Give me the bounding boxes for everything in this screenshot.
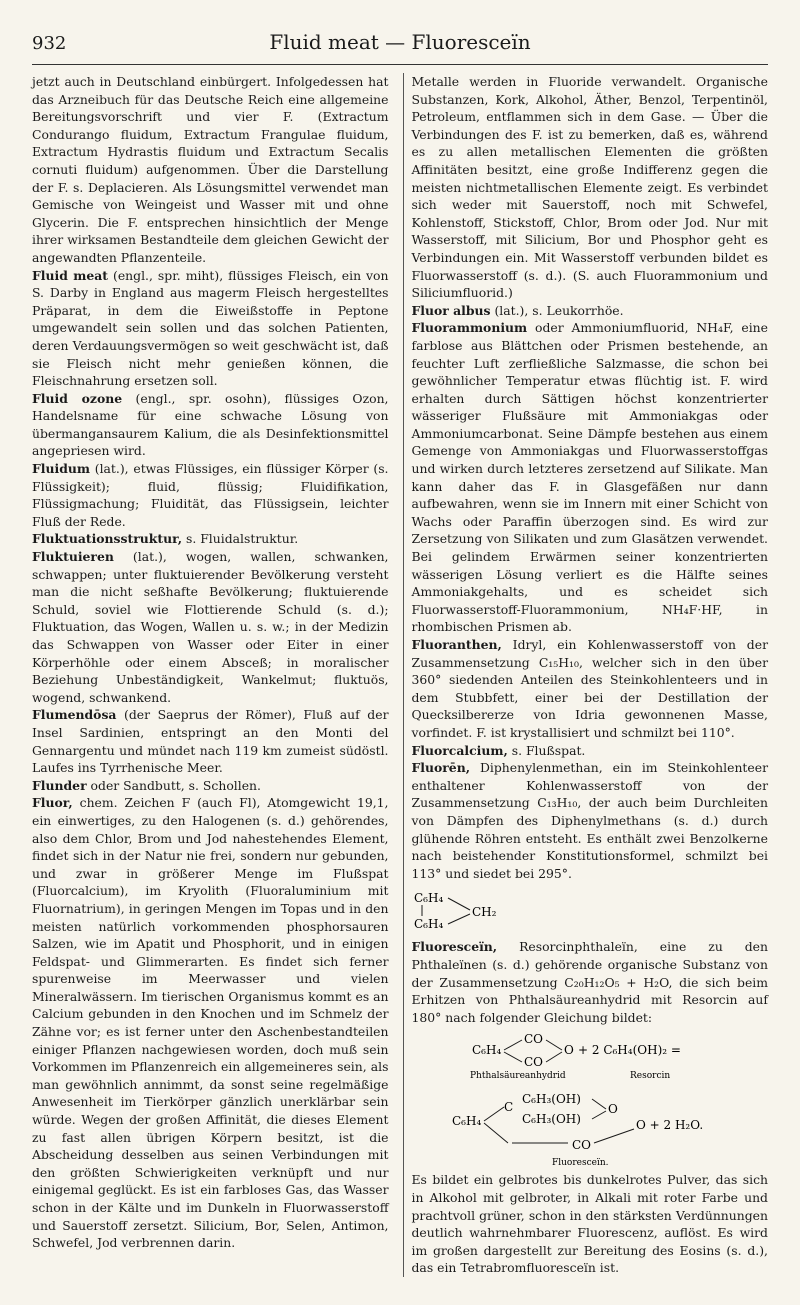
formula-bottom: C₆H₄ (413, 917, 443, 932)
entry-body: (lat.), etwas Flüssiges, ein flüssiger Körper (s. Flüssigkeit); fluid, flüssig; Fluidifikation, Flüssigmachung; Fluidität, das Flüssigsein, leichter Fluß der Rede. (32, 461, 389, 529)
eq1-o: O (563, 1043, 574, 1058)
eq2-c: C (503, 1099, 513, 1114)
headword: Fluorammonium (411, 320, 528, 336)
caption-fluorescein: Fluoresceïn. (551, 1157, 608, 1167)
entry-flumendosa (32, 706, 389, 776)
entry-fluor (32, 794, 389, 1251)
entry-fluidum (32, 460, 389, 530)
headword: Fluor, (32, 795, 73, 811)
eq1-rhs: + 2 C₆H₄(OH)₂ = (577, 1043, 681, 1058)
headword: Fluktuationsstruktur, (32, 531, 183, 547)
entry-body: (lat.), wogen, wallen, schwanken, schwappen; unter fluktuierender Bevölkerung versteht man die nicht seßhafte Bevölkerung; fluktuierende Schuld, soviel wie Flottierende Schuld (s. d.); Fluktuation, das Wogen, Wallen u. s. w.; in der Medizin das Schwappen von Wasser oder Eiter in einer Körperhöhle oder einem Absceß; in moralischer Beziehung Unbeständigkeit, Wankelmut; fluktuös, wogend, schwankend. (32, 549, 389, 705)
entry-body: (engl., spr. miht), flüssiges Fleisch, ein von S. Darby in England aus magerm Fleisch hergestelltes Präparat, in dem die Eiweißstoffe in Peptone umgewandelt sein sollen und das solchen Patienten, deren Verdauungsvermögen so weit geschwächt ist, daß sie Fleisch nicht mehr genießen können, die Fleischnahrung ersetzen soll. (32, 267, 389, 389)
entry-fluorcalcium (412, 742, 769, 760)
headword: Fluorēn, (411, 760, 471, 776)
entry-body: s. Fluidalstruktur. (182, 531, 299, 547)
running-header (32, 30, 768, 65)
equation-block (412, 1026, 769, 1171)
paragraph-continued: jetzt auch in Deutschland einbürgert. Infolgedessen hat das Arzneibuch für das Deutsche Reich eine allgemeine Bereitungsvorschrift und vier F. (Extractum Condurango fluidum, Extractum Frangulae fluidum, Extractum Hydrastis fluidum und Extractum Secalis cornuti fluidum) aufgenommen. Über die Darstellung der F. s. Deplacieren. Als Lösungsmittel verwendet man Gemische von Weingeist und Wasser mit und ohne Glycerin. Die F. entsprechen hinsichtlich der Menge ihrer wirksamen Bestandteile dem gleichen Gewicht der angewandten Pflanzenteile. (32, 74, 389, 265)
headword: Fluoresceïn, (411, 939, 498, 955)
equation-products (412, 1085, 767, 1167)
entry-body: (lat.), s. Leukorrhöe. (490, 302, 624, 318)
entry-fluktuieren (32, 548, 389, 706)
entry-body: Idryl, ein Kohlenwasserstoff von der Zusammensetzung C₁₅H₁₀, welcher sich in den über 360° siedenden Anteilen des Steinkohlenteers und in dem Stubbfett, einer bei der Destillation der Quecksilbererze von Idria gewonnenen Masse, vorfindet. F. ist krystallisiert und schmilzt bei 110°. (411, 637, 768, 740)
headword: Flunder (32, 777, 87, 793)
headword: Fluidum (32, 461, 91, 477)
entry-fluoranthen (412, 636, 769, 742)
left-column (32, 73, 389, 1277)
eq1-co-top: CO (523, 1032, 543, 1047)
eq1-left: C₆H₄ (471, 1043, 501, 1058)
headword: Fluid ozone (32, 390, 123, 406)
eq2-r1: C₆H₃(OH) (521, 1091, 581, 1106)
entry-body: oder Sandbutt, s. Schollen. (86, 777, 261, 793)
headword: Fluorcalcium, (411, 742, 508, 758)
entry-body: chem. Zeichen F (auch Fl), Atomgewicht 19,1, ein einwertiges, zu den Halogenen (s. d.) gehörendes, also dem Chlor, Brom und Jod nahestehendes Element, findet sich in der Natur nie frei, sondern nur gebunden, und zwar in größerer Menge im Flußspat (Fluorcalcium), im Kryolith (Fluoraluminium mit Fluornatrium), in geringen Mengen im Topas und in den meisten natürlich vorkommenden phosphorsauren Salzen, wie im Apatit und Phosphorit, und in einigen Feldspat- und Glimmerarten. Es findet sich ferner spurenweise im Meerwasser und vielen Mineralwässern. Im tierischen Organismus kommt es an Calcium gebunden in den Knochen und im Schmelz der Zähne vor; es ist ferner unter den Aschenbestandteilen einiger Pflanzen nachgewiesen worden, doch muß sein Vorkommen im Pflanzenreich ein allgemeineres sein, als man gewöhnlich annimmt, da sonst seine regelmäßige Anwesenheit im Tierkörper gänzlich unerklärbar sein würde. Wegen der großen Affinität, die dieses Element zu fast allen übrigen Körpern besitzt, ist die Abscheidung desselben aus seinen Verbindungen mit den größten Schwierigkeiten verknüpft und nur einigemal geglückt. Es ist ein farbloses Gas, das Wasser schon in der Kälte und im Dunkeln in Fluorwasserstoff und Sauerstoff zersetzt. Silicium, Bor, Selen, Antimon, Schwefel, Jod verbrennen darin. (32, 795, 389, 1251)
entry-body: (engl., spr. osohn), flüssiges Ozon, Handelsname für eine schwache Lösung von übermangansaurem Kalium, die als Desinfektionsmittel angepriesen wird. (32, 390, 389, 459)
entry-fluktuationsstruktur (32, 530, 389, 548)
entry-fluorammonium (412, 319, 769, 636)
caption-resorcin: Resorcin (629, 1071, 670, 1081)
columns (32, 73, 768, 1277)
entry-fluid-meat (32, 267, 389, 390)
running-title: Fluid meat — Fluoresceïn (269, 30, 531, 54)
headword: Fluid meat (32, 267, 109, 283)
entry-body: Diphenylenmethan, ein im Steinkohlenteer enthaltener Kohlenwasserstoff von der Zusammensetzung C₁₃H₁₀, der auch beim Durchleiten von Dämpfen des Diphenylmethans (s. d.) durch glühende Röhren entsteht. Es enthält zwei Benzolkerne nach beistehender Konstitutionsformel, schmilzt bei 113° und siedet bei 295°. (411, 760, 768, 881)
fluoren-formula-diagram (412, 888, 512, 932)
eq2-co: CO (571, 1137, 591, 1152)
fluoren-structure-formula (412, 888, 769, 932)
eq2-rhs: O + 2 H₂O. (635, 1117, 703, 1132)
paragraph-fluorescein-properties: Es bildet ein gelbrotes bis dunkelrotes Pulver, das sich in Alkohol mit gelbroter, in Alkali mit roter Farbe und prachtvoll grüner, schon in den stärksten Verdünnungen deutlich wahrnehmbarer Fluorescenz, auflöst. Es wird im großen dargestellt zur Bereitung des Eosins (s. d.), das ein Tetrabromfluoresceïn ist. (411, 1172, 768, 1276)
entry-fluid-ozone (32, 390, 389, 460)
caption-phthalsaeureanhydrid: Phthalsäureanhydrid (469, 1071, 566, 1081)
headword: Flumendōsa (32, 707, 117, 723)
eq2-r2: C₆H₃(OH) (521, 1111, 581, 1126)
entry-fluorescein (412, 938, 769, 1026)
entry-fluoren (412, 759, 769, 882)
headword: Fluor albus (411, 302, 491, 318)
entry-body: Resorcinphthaleïn, eine zu den Phthaleïnen (s. d.) gehörende organische Substanz von der Zusammensetzung C₂₀H₁₂O₅ + H₂O, die sich beim Erhitzen von Phthalsäureanhydrid mit Resorcin auf 180° nach folgender Gleichung bildet: (411, 939, 768, 1025)
formula-top: C₆H₄ (413, 891, 443, 906)
eq2-left: C₆H₄ (451, 1113, 481, 1128)
entry-fluor-albus (412, 302, 769, 320)
headword: Fluktuieren (32, 549, 114, 565)
right-column (403, 73, 769, 1277)
formula-right: CH₂ (471, 905, 496, 920)
entry-body: s. Flußspat. (507, 742, 586, 758)
entry-body: (der Saeprus der Römer), Fluß auf der Insel Sardinien, entspringt an den Monti del Gennargentu und mündet nach 119 km zumeist südöstl. Laufes ins Tyrrhenische Meer. (32, 707, 389, 776)
eq1-co-bottom: CO (523, 1055, 543, 1070)
headword: Fluoranthen, (411, 637, 502, 652)
equation-reactants (412, 1026, 767, 1080)
entry-flunder (32, 777, 389, 795)
entry-body: oder Ammoniumfluorid, NH₄F, eine farblose aus Blättchen oder Prismen bestehende, an feuchter Luft zerfließliche Salzmasse, die schon bei gewöhnlicher Temperatur etwas flüchtig ist. F. wird erhalten durch Sättigen höchst konzentrierter wässeriger Flußsäure mit Ammoniakgas oder Ammoniumcarbonat. Seine Dämpfe bestehen aus einem Gemenge von Ammoniakgas und Fluorwasserstoffgas und wirken durch letzteres zersetzend auf Silikate. Man kann daher das F. in Glasgefäßen nur dann aufbewahren, wenn sie im Innern mit einer Schicht von Wachs oder Paraffin überzogen sind. Es wird zur Zersetzung von Silikaten und zum Glasätzen verwendet. Bei gelindem Erwärmen seiner konzentrierten wässerigen Lösung verliert es die Hälfte seines Ammoniakgehalts, und es scheidet sich Fluorwasserstoff-Fluorammonium, NH₄F·HF, in rhombischen Prismen ab. (411, 320, 768, 635)
paragraph-continued: Metalle werden in Fluoride verwandelt. Organische Substanzen, Kork, Alkohol, Äther, Benzol, Terpentinöl, Petroleum, entflammen sich in dem Gase. — Über die Verbindungen des F. ist zu bemerken, daß es, während es zu allen metallischen Elementen die größten Affinitäten besitzt, eine große Indifferenz gegen die meisten nichtmetallischen Elemente zeigt. Es verbindet sich weder mit Sauerstoff, noch mit Schwefel, Kohlenstoff, Stickstoff, Chlor, Brom oder Jod. Nur mit Wasserstoff, mit Silicium, Bor und Phosphor geht es Verbindungen ein. Mit Wasserstoff verbunden bildet es Fluorwasserstoff (s. d.). (S. auch Fluorammonium und Siliciumfluorid.) (411, 74, 768, 301)
page-number: 932 (32, 33, 67, 54)
eq2-o: O (607, 1101, 618, 1116)
